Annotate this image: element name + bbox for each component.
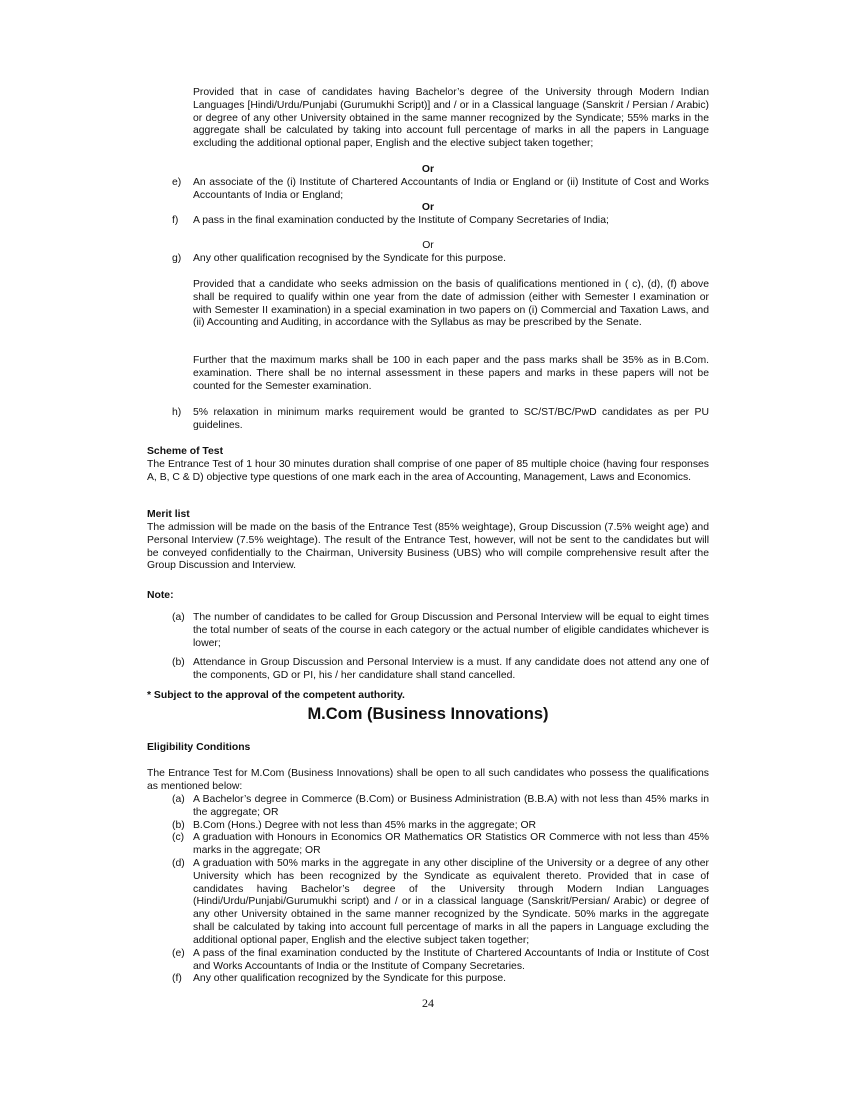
list-item-f [172, 215, 709, 228]
list-label: (c) [172, 832, 185, 843]
list-label: g) [172, 253, 182, 264]
list-text: Attendance in Group Discussion and Personal Interview is a must. If any candidate does not attend any one of the components, GD or PI, his / her candidature shall stand cancelled. [193, 657, 709, 681]
eligibility-item [172, 832, 709, 858]
list-label: f) [172, 215, 179, 226]
list-text: A pass of the final examination conducted by the Institute of Chartered Accountants of India or Institute of Cost and Works Accountants of India or the Institute of Company Secretaries. [193, 948, 709, 972]
list-text: 5% relaxation in minimum marks requirement would be granted to SC/ST/BC/PwD candidates as per PU guidelines. [193, 407, 709, 431]
or-separator: Or [421, 202, 435, 213]
list-label: h) [172, 407, 182, 418]
list-label: (a) [172, 794, 185, 805]
section-title: M.Com (Business Innovations) [307, 705, 549, 723]
merit-list-heading: Merit list [147, 509, 190, 520]
note-item [172, 657, 709, 683]
list-item-h [172, 407, 709, 433]
eligibility-item [172, 794, 709, 820]
list-label: (d) [172, 858, 185, 869]
eligibility-heading: Eligibility Conditions [147, 742, 251, 753]
note-item [172, 612, 709, 650]
list-label: (b) [172, 657, 185, 668]
list-label: (b) [172, 820, 185, 831]
list-label: (f) [172, 973, 182, 984]
eligibility-item [172, 858, 709, 948]
list-text: Any other qualification recognized by the Syndicate for this purpose. [193, 973, 507, 984]
note-heading: Note: [147, 590, 174, 601]
list-label: e) [172, 177, 182, 188]
list-text: A graduation with 50% marks in the aggregate in any other discipline of the University or a degree of any other University which has been recognized by the Syndicate as equivalent thereto. Provided that in case of candidates having Bachelor’s degree of the University through Modern Indian Languages (Hindi/Urdu/Punjabi/Gurumukhi script) and / or in a classical language (Sanskrit/Persian/ Arabic) or degree of any other University obtained in the same manner recognized by the Syndicate. 50% marks in the aggregate shall be calculated by taking into account full percentage of marks in all the papers in Language excluding the additional optional paper, English and the elective subject taken together; [193, 858, 709, 946]
scheme-of-test-heading: Scheme of Test [147, 446, 224, 457]
list-text: Any other qualification recognised by the Syndicate for this purpose. [193, 253, 507, 264]
proviso-language-paragraph: Provided that in case of candidates having Bachelor’s degree of the University through Modern Indian Languages [Hindi/Urdu/Punjabi (Gurumukhi Script)] and / or in a Classical language (Sanskrit / Persian / Arabic) or degree of any other University obtained in the same manner recognized by the Syndicate; 55% marks in the aggregate shall be calculated by taking into account full percentage of marks in all the papers in Language excluding the additional optional paper, English and the elective subject taken together; [193, 87, 709, 150]
list-text: A pass in the final examination conducted by the Institute of Company Secretaries of India; [193, 215, 609, 226]
or-separator: Or [421, 164, 435, 175]
list-text: B.Com (Hons.) Degree with not less than 45% marks in the aggregate; OR [193, 820, 537, 831]
eligibility-intro: The Entrance Test for M.Com (Business Innovations) shall be open to all such candidates who possess the qualifications as mentioned below: [147, 768, 709, 792]
proviso-special-exam-paragraph: Provided that a candidate who seeks admission on the basis of qualifications mentioned in ( c), (d), (f) above shall be required to qualify within one year from the date of admission (either with Semester I examination or with Semester II examination) in a special examination in two papers on (i) Commercial and Taxation Laws, and (ii) Accounting and Auditing, in accordance with the Syllabus as may be prescribed by the Senate. [193, 279, 709, 329]
list-item-g [172, 253, 709, 266]
list-text: The number of candidates to be called for Group Discussion and Personal Interview will be equal to eight times the total number of seats of the course in each category or the actual number of eligible candidates whichever is lower; [193, 612, 709, 649]
eligibility-item [172, 948, 709, 974]
or-separator: Or [422, 240, 434, 251]
list-label: (e) [172, 948, 185, 959]
list-text: An associate of the (i) Institute of Chartered Accountants of India or England or (ii) Institute of Cost and Works Accountants of India or England; [193, 177, 709, 201]
list-text: A Bachelor’s degree in Commerce (B.Com) or Business Administration (B.B.A) with not less than 45% marks in the aggregate; OR [193, 794, 709, 818]
list-label: (a) [172, 612, 185, 623]
list-item-e [172, 177, 709, 203]
eligibility-item [172, 973, 709, 986]
list-text: A graduation with Honours in Economics OR Mathematics OR Statistics OR Commerce with not less than 45% marks in the aggregate; OR [193, 832, 709, 856]
approval-note: * Subject to the approval of the competent authority. [147, 690, 405, 701]
merit-list-body: The admission will be made on the basis of the Entrance Test (85% weightage), Group Discussion (7.5% weight age) and Personal Interview (7.5% weightage). The result of the Entrance Test, however, will not be sent to the candidates but will be conveyed confidentially to the Chairman, University Business (UBS) who will compile comprehensive result after the Group Discussion and Interview. [147, 522, 709, 572]
page-number: 24 [422, 996, 434, 1010]
eligibility-item [172, 820, 709, 833]
scheme-of-test-body: The Entrance Test of 1 hour 30 minutes duration shall comprise of one paper of 85 multiple choice (having four responses A, B, C & D) objective type questions of one mark each in the area of Accounting, Management, Laws and Economics. [147, 459, 709, 483]
proviso-marks-paragraph: Further that the maximum marks shall be 100 in each paper and the pass marks shall be 35% as in B.Com. examination. There shall be no internal assessment in these papers and marks in these papers will not be counted for the Semester examination. [193, 355, 709, 392]
